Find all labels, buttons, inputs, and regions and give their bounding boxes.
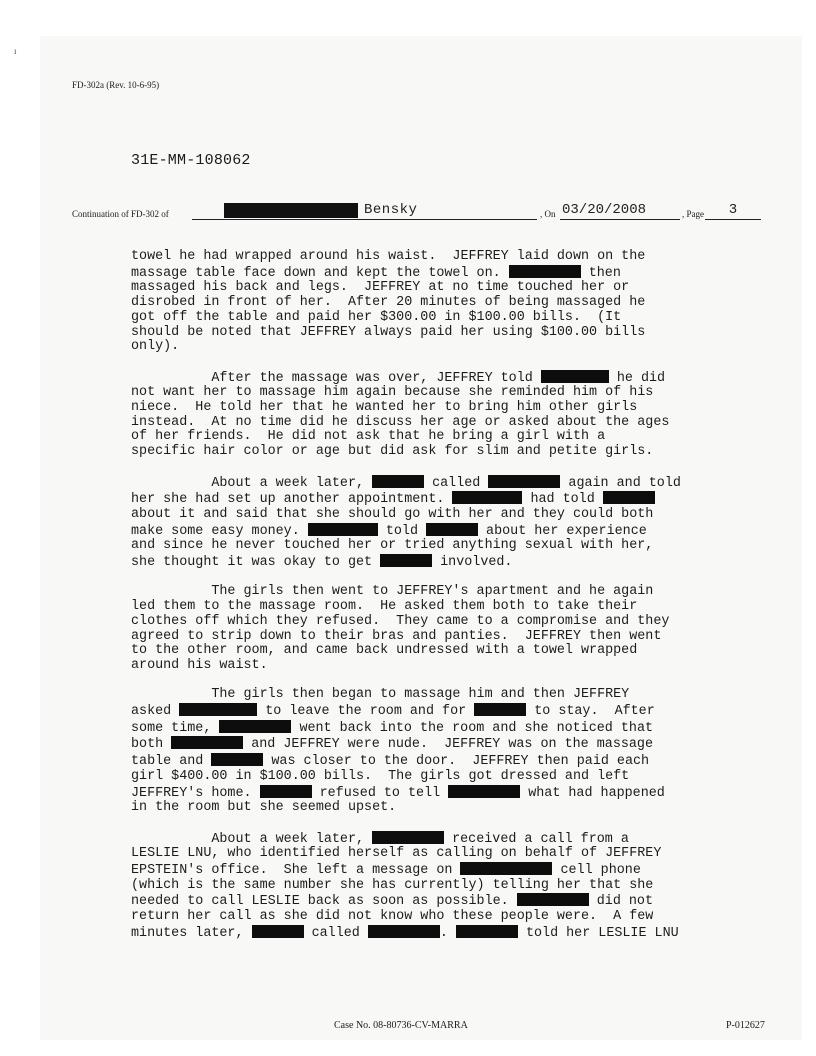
text-line: needed to call LESLIE back as soon as possible. did not	[131, 894, 654, 910]
page-label: , Page	[682, 209, 704, 219]
text-line: about it and said that she should go with her and they could both	[131, 506, 654, 522]
text-line: return her call as she did not know who these people were. A few	[131, 909, 654, 925]
body-paragraph	[131, 688, 751, 816]
redaction-block	[474, 703, 526, 716]
document-body	[131, 250, 751, 956]
text-line: not want her to massage him again because she reminded him of his	[131, 385, 654, 401]
page-number-field: 3	[705, 202, 761, 220]
text-line: should be noted that JEFFREY always paid her using $100.00 bills	[131, 324, 646, 340]
continuation-line	[72, 202, 772, 222]
redaction-block	[426, 523, 478, 536]
text-line: some time, went back into the room and she noticed that	[131, 720, 654, 736]
text-line: of her friends. He did not ask that he bring a girl with a	[131, 429, 606, 445]
redaction-block	[260, 785, 312, 798]
subject-field	[192, 202, 537, 220]
redaction-block	[308, 523, 378, 536]
redaction-block	[448, 785, 520, 798]
redaction-block	[541, 370, 609, 383]
redaction-block	[252, 925, 304, 938]
date-field	[560, 202, 680, 220]
redaction-block	[517, 893, 589, 906]
text-line: niece. He told her that he wanted her to bring him other girls	[131, 400, 638, 416]
text-line: minutes later, called . told her LESLIE LNU	[131, 925, 679, 941]
text-line: girl $400.00 in $100.00 bills. The girls got dressed and left	[131, 768, 630, 784]
body-paragraph	[131, 831, 751, 942]
text-line: table and was closer to the door. JEFFREY then paid each	[131, 754, 650, 770]
text-line: massaged his back and legs. JEFFREY at no time touched her or	[131, 280, 630, 296]
bates-number: P-012627	[726, 1020, 765, 1031]
text-line: specific hair color or age but did ask for slim and petite girls.	[131, 444, 654, 460]
footer-case-number: Case No. 08-80736-CV-MARRA	[334, 1020, 468, 1031]
redaction-block	[452, 491, 522, 504]
text-line: The girls then went to JEFFREY's apartment and he again	[131, 584, 654, 600]
body-paragraph	[131, 370, 751, 460]
text-line: massage table face down and kept the towel on. then	[131, 265, 621, 281]
text-line: About a week later, called again and told	[131, 475, 681, 491]
text-line: her she had set up another appointment. had told	[131, 491, 751, 508]
text-line: About a week later, received a call from a	[131, 831, 629, 847]
text-line: got off the table and paid her $300.00 in $100.00 bills. (It	[131, 309, 622, 325]
body-paragraph	[131, 250, 751, 355]
body-paragraph	[131, 585, 751, 673]
redaction-block	[368, 925, 440, 938]
text-line: and since he never touched her or tried anything sexual with her,	[131, 538, 654, 554]
text-line: The girls then began to massage him and then JEFFREY	[131, 687, 630, 703]
redaction-block	[224, 203, 358, 218]
redaction-block	[372, 475, 424, 488]
form-identifier: FD-302a (Rev. 10-6-95)	[72, 80, 160, 90]
text-line: clothes off which they refused. They came to a compromise and they	[131, 613, 670, 629]
text-line: EPSTEIN's office. She left a message on cell phone	[131, 863, 641, 879]
text-line: make some easy money. told about her experience	[131, 523, 647, 539]
text-line: led them to the massage room. He asked them both to take their	[131, 599, 638, 615]
text-line: to the other room, and came back undressed with a towel wrapped	[131, 643, 638, 659]
text-line: towel he had wrapped around his waist. JEFFREY laid down on the	[131, 249, 646, 264]
redaction-block	[509, 265, 581, 278]
text-line: instead. At no time did he discuss her age or asked about the ages	[131, 414, 670, 430]
text-line: disrobed in front of her. After 20 minutes of being massaged he	[131, 295, 646, 311]
subject-name: Bensky	[364, 202, 418, 218]
scan-mark: ı	[14, 46, 17, 56]
text-line: she thought it was okay to get involved.	[131, 555, 513, 571]
body-paragraph	[131, 475, 751, 571]
text-line: asked to leave the room and for to stay. After	[131, 704, 655, 720]
redaction-block	[488, 475, 560, 488]
redaction-block	[380, 554, 432, 567]
redaction-block	[171, 736, 243, 749]
redaction-block	[603, 491, 655, 504]
text-line: LESLIE LNU, who identified herself as calling on behalf of JEFFREY	[131, 846, 662, 862]
case-number: 31E-MM-108062	[131, 152, 251, 169]
text-line: (which is the same number she has currently) telling her that she	[131, 877, 654, 893]
text-line: both and JEFFREY were nude. JEFFREY was on the massage	[131, 737, 654, 753]
redaction-block	[460, 862, 552, 875]
redaction-block	[219, 720, 291, 733]
text-line: agreed to strip down to their bras and panties. JEFFREY then went	[131, 628, 662, 644]
text-line: JEFFREY's home. refused to tell what had happened	[131, 785, 665, 801]
text-line: only).	[131, 339, 180, 355]
text-line: After the massage was over, JEFFREY told he did	[131, 370, 666, 386]
text-line: around his waist.	[131, 657, 268, 673]
date-value: 03/20/2008	[562, 202, 647, 218]
redaction-block	[179, 703, 257, 716]
redaction-block	[456, 925, 518, 938]
text-line: in the room but she seemed upset.	[131, 800, 397, 816]
on-label: , On	[540, 209, 556, 219]
redaction-block	[211, 753, 263, 766]
continuation-label: Continuation of FD-302 of	[72, 209, 169, 219]
redaction-block	[372, 831, 444, 844]
